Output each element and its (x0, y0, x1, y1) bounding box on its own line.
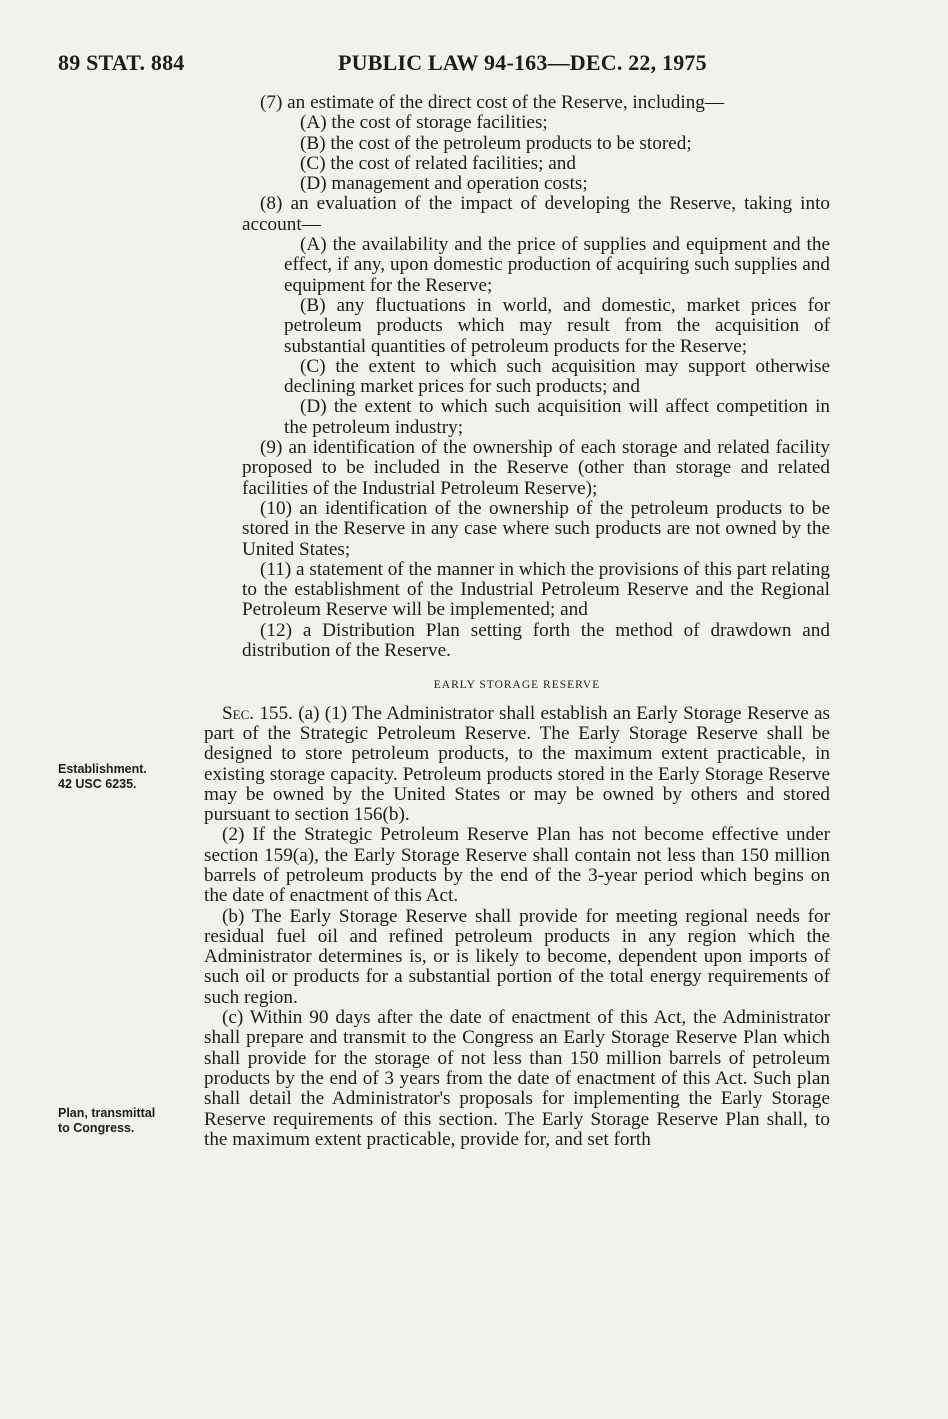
sec-155-c: (c) Within 90 days after the date of enactment of this Act, the Administrator shall prepare and transmit to the Congress an Early Storage Reserve Plan which shall provide for the storage of not less than 150 million barrels of petroleum products by the end of 3 years from the date of enactment of this Act. Such plan shall detail the Administrator's proposals for implementing the Early Storage Reserve requirements of this section. The Early Storage Reserve Plan shall, to the maximum extent practicable, provide for, and set forth (204, 1007, 830, 1150)
margin-note-establishment (58, 762, 147, 792)
section-heading: EARLY STORAGE RESERVE (433, 679, 601, 692)
margin-note-establishment-line: Establishment. (58, 762, 147, 776)
item-11: (11) a statement of the manner in which the provisions of this part relating to the establishment of the Industrial Petroleum Reserve and the Regional Petroleum Reserve will be implemented; and (242, 558, 830, 621)
item-7-a: (A) the cost of storage facilities; (300, 112, 548, 134)
margin-note-usc-line: 42 USC 6235. (58, 777, 137, 791)
item-8: (8) an evaluation of the impact of developing the Reserve, taking into account— (242, 193, 830, 235)
item-8-d: (D) the extent to which such acquisition will affect competition in the petroleum industry; (284, 396, 830, 438)
item-8-c: (C) the extent to which such acquisition may support otherwise declining market prices for such products; and (284, 355, 830, 398)
section-label: Sec. 155. (222, 702, 293, 724)
sec-155-a-2: (2) If the Strategic Petroleum Reserve Plan has not become effective under section 159(a), the Early Storage Reserve shall contain not less than 150 million barrels of petroleum products by the end of the 3-year period which begins on the date of enactment of this Act. (204, 824, 830, 907)
item-9: (9) an identification of the ownership of each storage and related facility proposed to be included in the Reserve (other than storage and related facilities of the Industrial Petroleum Reserve); (242, 437, 830, 499)
sec-155-b: (b) The Early Storage Reserve shall provide for meeting regional needs for residual fuel oil and refined petroleum products in any region which the Administrator determines is, or is likely to become, dependent upon imports of such oil or products for a substantial portion of the total energy requirements of such region. (204, 905, 830, 1008)
law-body-text (204, 93, 830, 1150)
item-10: (10) an identification of the ownership of the petroleum products to be stored in the Reserve in any case where such products are not owned by the United States; (242, 497, 830, 560)
item-7: (7) an estimate of the direct cost of the Reserve, including— (260, 92, 725, 113)
item-12: (12) a Distribution Plan setting forth the method of drawdown and distribution of the Reserve. (242, 619, 830, 662)
sec-155-a-1-text: (a) (1) The Administrator shall establish an Early Storage Reserve as part of the Strategic Petroleum Reserve. The Early Storage Reserve shall be designed to store petroleum products, to the maximum extent practicable, in existing storage capacity. Petroleum products stored in the Early Storage Reserve may be owned by the United States or may be owned by others and stored pursuant to section 156(b). (204, 702, 830, 826)
sec-155-a-1 (204, 704, 830, 826)
law-title-header: PUBLIC LAW 94-163—DEC. 22, 1975 (338, 50, 707, 75)
margin-note-plan-line-1: Plan, transmittal (58, 1106, 156, 1120)
margin-note-plan-line-2: to Congress. (58, 1121, 135, 1135)
margin-note-plan-transmittal (58, 1106, 155, 1136)
item-8-b: (B) any fluctuations in world, and domestic, market prices for petroleum products which may result from the acquisition of substantial quantities of petroleum products for the Reserve; (284, 294, 830, 357)
item-7-b: (B) the cost of the petroleum products to be stored; (300, 132, 692, 154)
stat-reference: 89 STAT. 884 (58, 50, 185, 75)
item-7-d: (D) management and operation costs; (300, 173, 588, 195)
item-8-a: (A) the availability and the price of supplies and equipment and the effect, if any, upon domestic production of acquiring such supplies and equipment for the Reserve; (284, 234, 830, 296)
item-7-c: (C) the cost of related facilities; and (300, 152, 576, 174)
